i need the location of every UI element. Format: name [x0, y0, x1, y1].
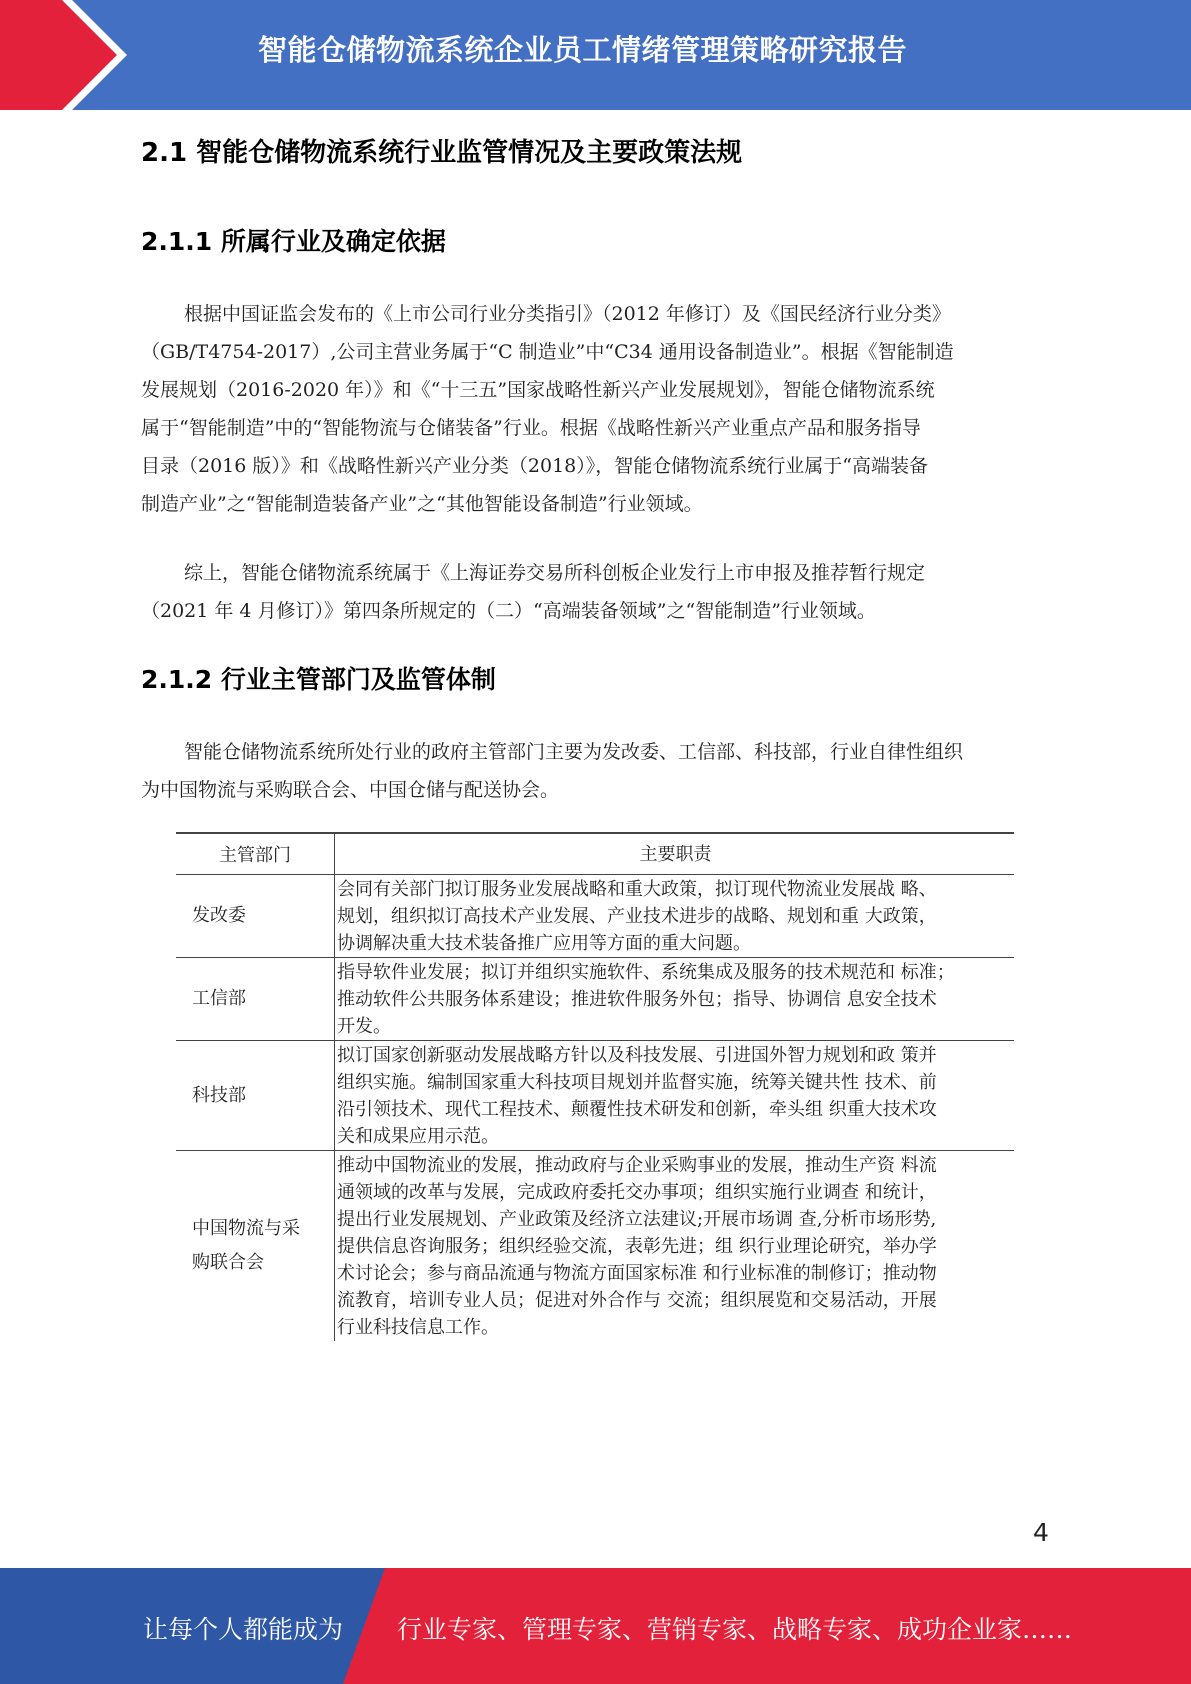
- regulator-duties-table: [176, 832, 1014, 1341]
- table-header-row: [176, 832, 1014, 875]
- table-row: [176, 1151, 1014, 1341]
- paragraph-line: 制造产业”之“智能制造装备产业”之“其他智能设备制造”行业领域。: [141, 493, 703, 515]
- table-cell-duty: 会同有关部门拟订服务业发展战略和重大政策，拟订现代物流业发展战 略、 规划，组织拟订高技术产业发展、产业技术进步的战略、规划和重 大政策， 协调解决重大技术装备推广应用等方面的重大问题。: [337, 879, 937, 954]
- footer-slogan-left: 让每个人都能成为: [143, 1615, 344, 1644]
- page-footer-banner: [0, 1568, 1191, 1684]
- subsection-heading-regulators: 2.1.2 行业主管部门及监管体制: [141, 665, 496, 694]
- table-cell-duty: 推动中国物流业的发展，推动政府与企业采购事业的发展，推动生产资 料流 通领域的改革与发展，完成政府委托交办事项；组织实施行业调查 和统计， 提出行业发展规划、产业政策及经济立法建议;开展市场调 查,分析市场形势, 提供信息咨询服务；组织经验交流，表彰先进；组 织行业理论研究，举办学 术讨论会；参与商品流通与物流方面国家标准 和行业标准的制修订；推动物 流教育，培训专业人员；促进对外合作与 交流；组织展览和交易活动，开展 行业科技信息工作。: [337, 1155, 937, 1338]
- table-cell-dept: 工信部: [176, 958, 335, 1040]
- paragraph-line: 发展规划（2016-2020 年）》和《“十三五”国家战略性新兴产业发展规划》，智能仓储物流系统: [141, 379, 935, 401]
- table-cell-duty: 拟订国家创新驱动发展战略方针以及科技发展、引进国外智力规划和政 策并 组织实施。编制国家重大科技项目规划并监督实施，统筹关键共性 技术、前 沿引领技术、现代工程技术、颠覆性技术研发和创新，牵头组 织重大技术攻 关和成果应用示范。: [337, 1045, 937, 1147]
- footer-slogan-right: 行业专家、管理专家、营销专家、战略专家、成功企业家……: [397, 1615, 1073, 1644]
- table-row: [176, 875, 1014, 958]
- red-chevron-decoration: [0, 0, 150, 110]
- paragraph-line: （2021 年 4 月修订）》第四条所规定的（二）“高端装备领域”之“智能制造”行业领域。: [141, 600, 876, 622]
- paragraph-summary: [141, 554, 1061, 630]
- table-header-duty: 主要职责: [639, 843, 712, 865]
- paragraph-line: （GB/T4754-2017）,公司主营业务属于“C 制造业”中“C34 通用设备制造业”。根据《智能制造: [141, 341, 954, 363]
- page-number: 4: [1033, 1518, 1049, 1547]
- paragraph-line: 属于“智能制造”中的“智能物流与仓储装备”行业。根据《战略性新兴产业重点产品和服务指导: [141, 417, 921, 439]
- table-cell-dept: 发改委: [176, 875, 335, 957]
- table-row: [176, 958, 1014, 1041]
- table-cell-dept: 中国物流与采 购联合会: [176, 1151, 335, 1341]
- paragraph-industry-basis: [141, 295, 1061, 523]
- paragraph-line: 综上，智能仓储物流系统属于《上海证券交易所科创板企业发行上市申报及推荐暂行规定: [184, 562, 926, 584]
- table-cell-dept: 科技部: [176, 1041, 335, 1150]
- report-title: 智能仓储物流系统企业员工情绪管理策略研究报告: [258, 33, 908, 67]
- paragraph-line: 智能仓储物流系统所处行业的政府主管部门主要为发改委、工信部、科技部，行业自律性组织: [184, 741, 964, 763]
- table-header-dept: 主管部门: [176, 834, 335, 874]
- table-row: [176, 1041, 1014, 1151]
- paragraph-line: 为中国物流与采购联合会、中国仓储与配送协会。: [141, 779, 560, 801]
- subsection-heading-industry: 2.1.1 所属行业及确定依据: [141, 227, 446, 256]
- page-header-banner: [0, 0, 1191, 110]
- section-heading: 2.1 智能仓储物流系统行业监管情况及主要政策法规: [141, 138, 743, 168]
- table-cell-duty: 指导软件业发展；拟订并组织实施软件、系统集成及服务的技术规范和 标准； 推动软件公共服务体系建设；推进软件服务外包；指导、协调信 息安全技术 开发。: [337, 962, 955, 1037]
- paragraph-line: 根据中国证监会发布的《上市公司行业分类指引》（2012 年修订）及《国民经济行业分类》: [184, 303, 951, 325]
- paragraph-regulators: [141, 733, 1061, 809]
- paragraph-line: 目录（2016 版）》和《战略性新兴产业分类（2018）》，智能仓储物流系统行业属于“高端装备: [141, 455, 928, 477]
